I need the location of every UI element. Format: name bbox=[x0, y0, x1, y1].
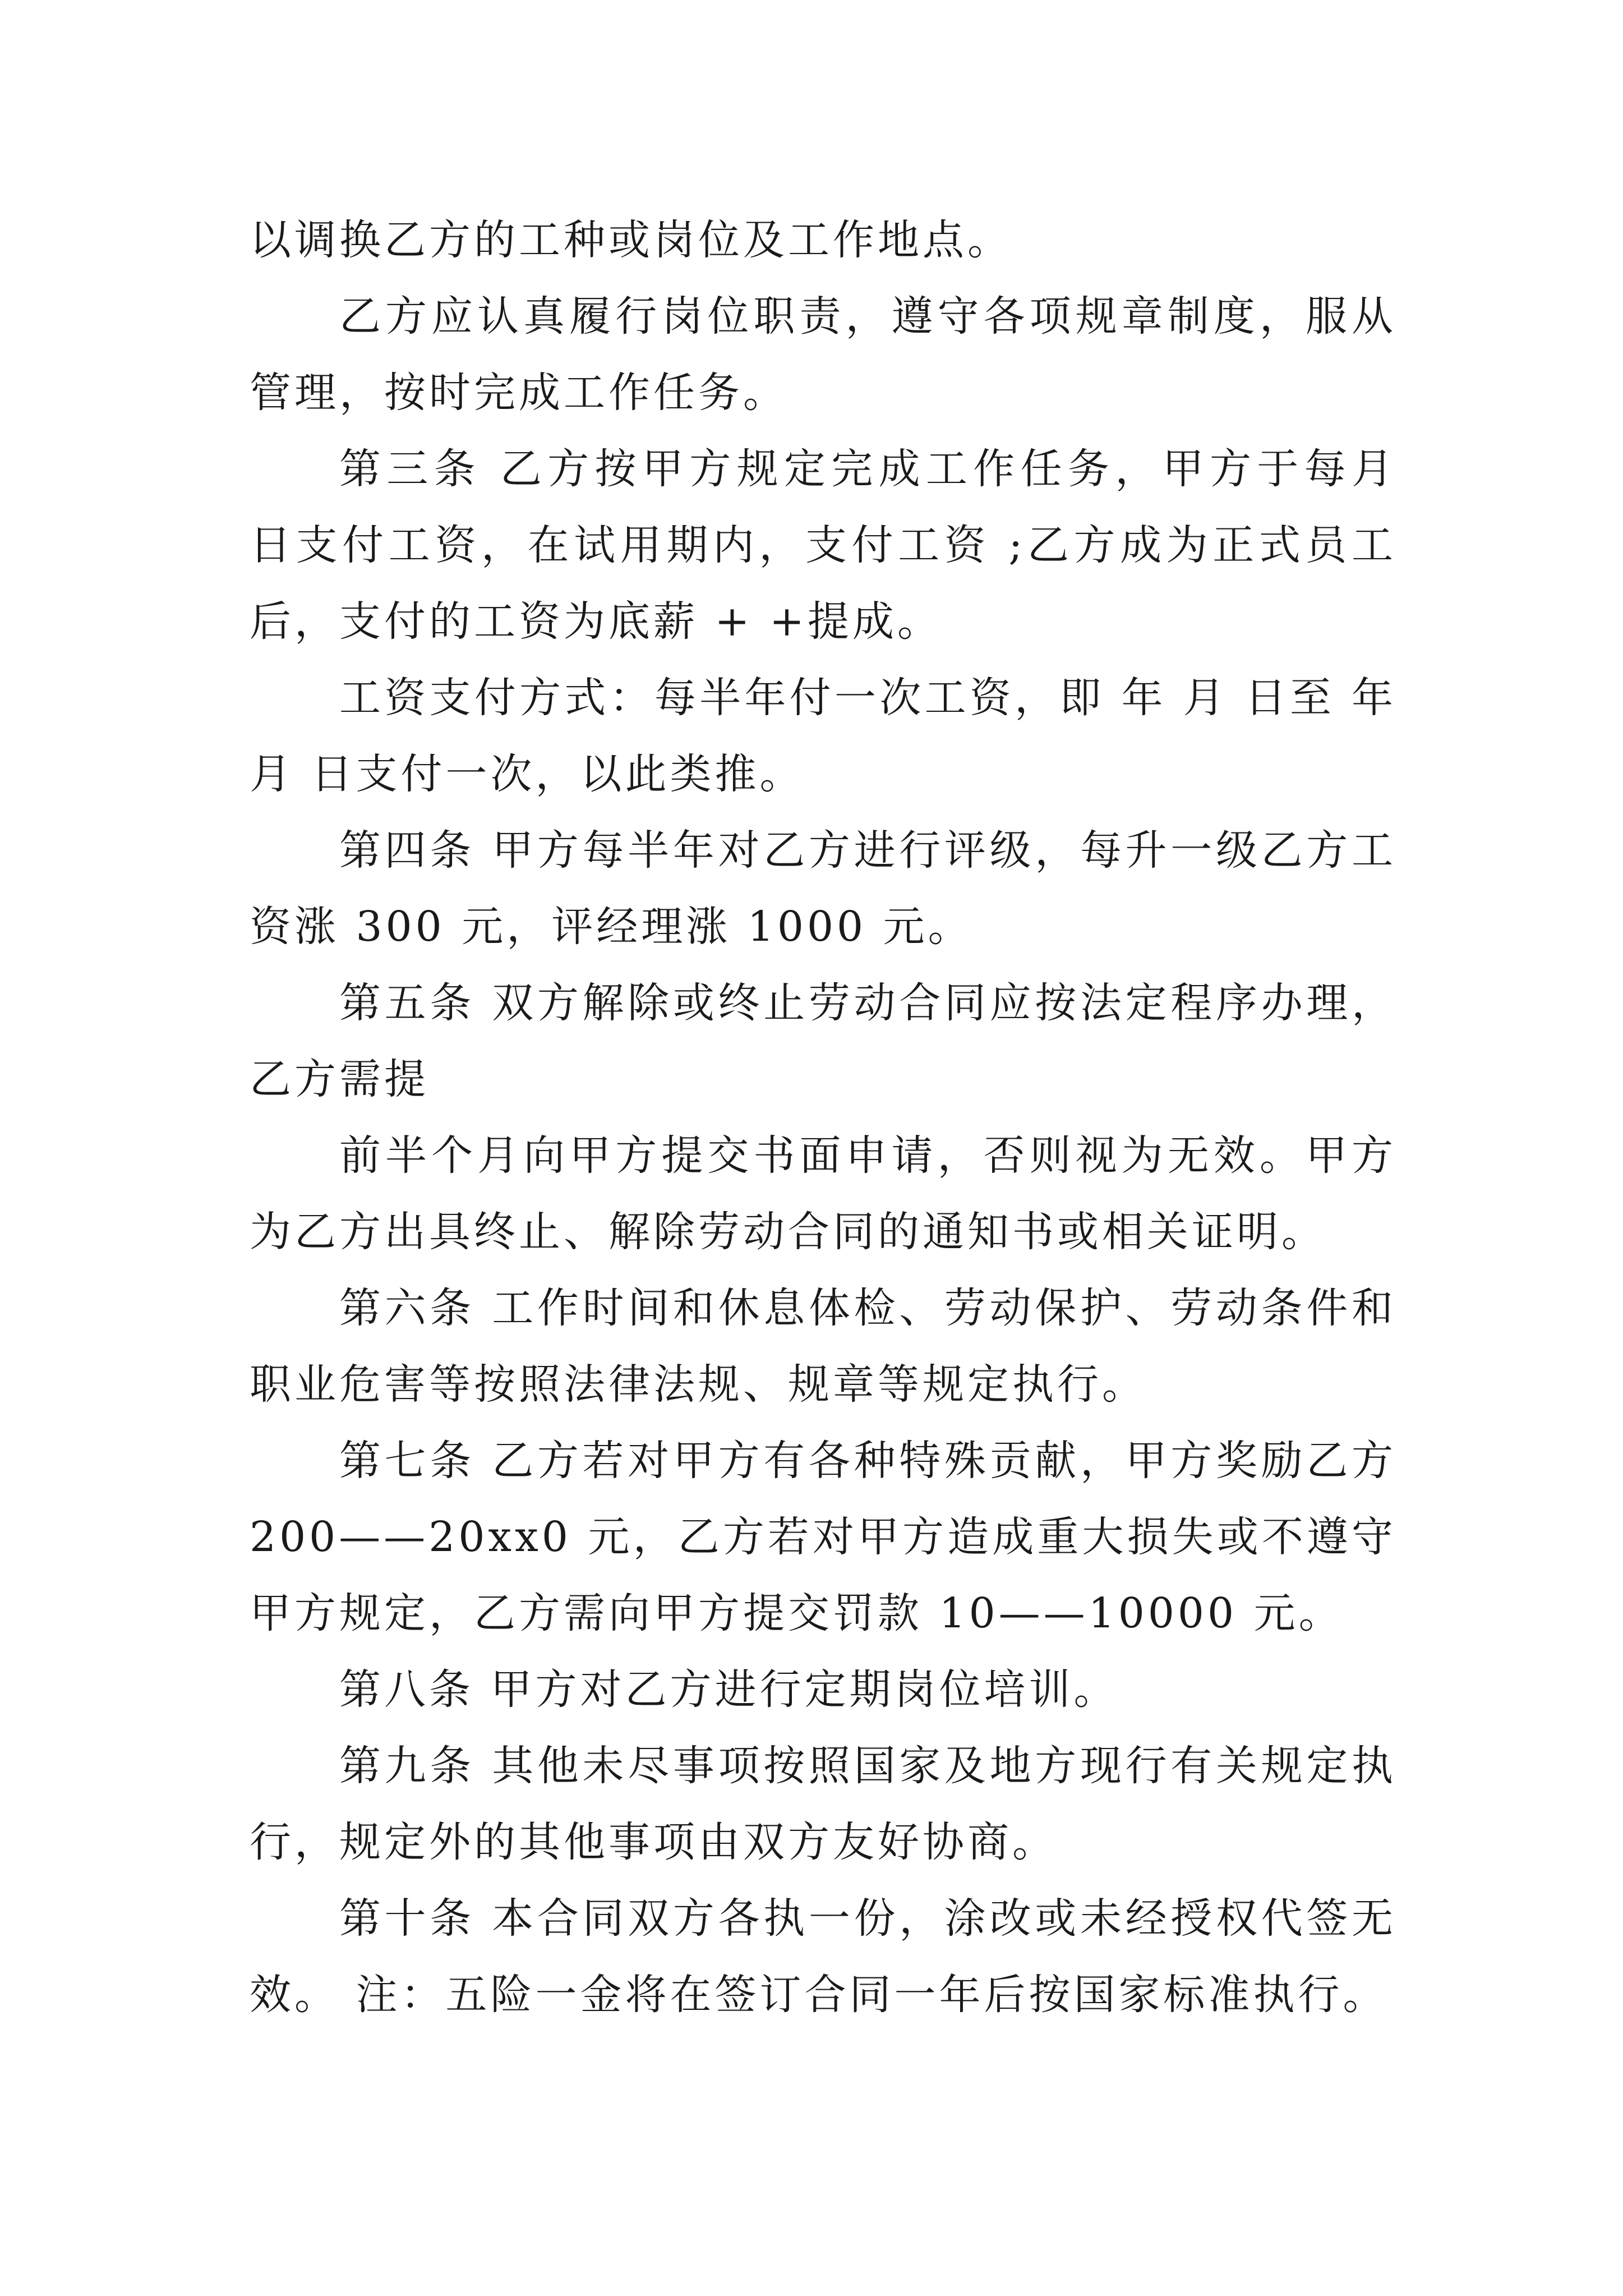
paragraph-article-8: 第八条 甲方对乙方进行定期岗位培训。 bbox=[339, 1665, 1119, 1714]
paragraph-article-5: 第五条 双方解除或终止劳动合同应按法定程序办理，乙方需提 bbox=[250, 979, 1396, 1103]
paragraph-article-5-cont: 前半个月向甲方提交书面申请，否则视为无效。甲方为乙方出具终止、解除劳动合同的通知书或相关证明。 bbox=[250, 1131, 1396, 1256]
paragraph-article-6: 第六条 工作时间和休息体检、劳动保护、劳动条件和职业危害等按照法律法规、规章等规定执行。 bbox=[250, 1284, 1396, 1409]
paragraph-payment-method: 工资支付方式：每半年付一次工资，即 年 月 日至 年月 日支付一次，以此类推。 bbox=[250, 674, 1396, 798]
paragraph-article-4: 第四条 甲方每半年对乙方进行评级，每升一级乙方工资涨 300 元，评经理涨 1000 元。 bbox=[250, 826, 1396, 951]
paragraph-article-7: 第七条 乙方若对甲方有各种特殊贡献，甲方奖励乙方 200——20xx0 元，乙方若对甲方造成重大损失或不遵守甲方规定，乙方需向甲方提交罚款 10——10000 元。 bbox=[250, 1437, 1396, 1637]
paragraph-article-10: 第十条 本合同双方各执一份，涂改或未经授权代签无效。 注：五险一金将在签订合同一年后按国家标准执行。 bbox=[250, 1894, 1396, 2019]
paragraph-article-9: 第九条 其他未尽事项按照国家及地方现行有关规定执行，规定外的其他事项由双方友好协商。 bbox=[250, 1742, 1396, 1866]
paragraph-continuation: 以调换乙方的工种或岗位及工作地点。 bbox=[250, 216, 1012, 264]
paragraph-duties: 乙方应认真履行岗位职责，遵守各项规章制度，服从管理，按时完成工作任务。 bbox=[250, 292, 1396, 417]
contract-body bbox=[250, 202, 1396, 2033]
paragraph-article-3: 第三条 乙方按甲方规定完成工作任务，甲方于每月 日支付工资，在试用期内，支付工资 ;乙方成为正式员工后，支付的工资为底薪 + +提成。 bbox=[250, 445, 1396, 646]
